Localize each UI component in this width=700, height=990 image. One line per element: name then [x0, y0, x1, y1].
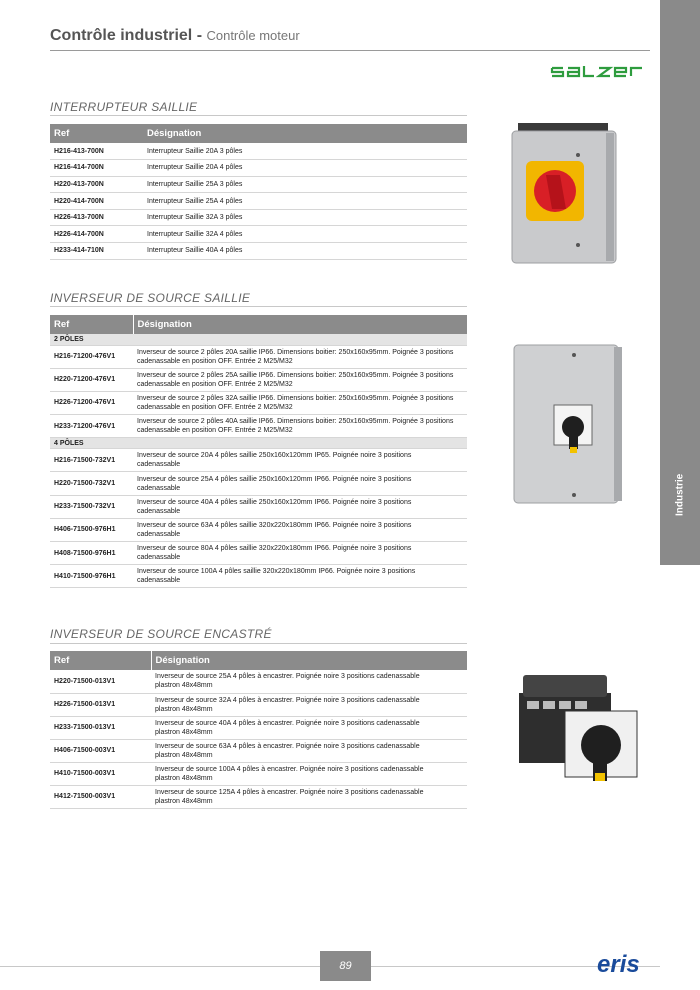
designation-line: Inverseur de source 20A 4 pôles saillie 250x160x120mm IP65. Poignée noire 3 positions — [137, 452, 412, 460]
designation-cell — [133, 415, 467, 438]
table-row — [50, 518, 467, 541]
designation-cell — [133, 449, 467, 472]
designation-line: Inverseur de source 100A 4 pôles à encastrer. Poignée noire 3 positions cadenassable — [155, 765, 424, 773]
designation-line: Inverseur de source 2 pôles 20A saillie IP66. Dimensions boitier: 250x160x95mm. Poignée 3 positions — [137, 348, 454, 356]
table-row — [50, 565, 467, 588]
ref-cell: H220-71500-013V1 — [50, 670, 151, 693]
designation-cell: Interrupteur Saillie 25A 3 pôles — [143, 176, 467, 193]
designation-line: Inverseur de source 2 pôles 40A saillie IP66. Dimensions boitier: 250x160x95mm. Poignée 3 positions — [137, 418, 454, 426]
ref-cell: H220-414-700N — [50, 193, 143, 210]
designation-line: Inverseur de source 125A 4 pôles à encastrer. Poignée noire 3 positions cadenassable — [155, 788, 424, 796]
ref-cell: H410-71500-003V1 — [50, 762, 151, 785]
designation-line: Inverseur de source 2 pôles 32A saillie IP66. Dimensions boitier: 250x160x95mm. Poignée 3 positions — [137, 394, 454, 402]
group-label: 2 PÔLES — [50, 334, 467, 345]
designation-line: cadenassable en position OFF. Entrée 2 M25/M32 — [137, 357, 293, 365]
table-row — [50, 449, 467, 472]
designation-line: cadenassable en position OFF. Entrée 2 M25/M32 — [137, 403, 293, 411]
panel-mount-switch-image — [515, 665, 647, 790]
surface-switch-image — [508, 123, 620, 265]
col-designation: Désignation — [151, 651, 467, 670]
title-separator: - — [196, 27, 203, 44]
page-number: 89 — [320, 951, 371, 981]
designation-line: Inverseur de source 63A 4 pôles à encastrer. Poignée noire 3 positions cadenassable — [155, 742, 420, 750]
table-row — [50, 226, 467, 243]
source-changeover-box-image — [510, 343, 625, 505]
table-row — [50, 542, 467, 565]
ref-cell: H412-71500-003V1 — [50, 785, 151, 808]
ref-cell: H216-71500-732V1 — [50, 449, 133, 472]
designation-line: cadenassable en position OFF. Entrée 2 M25/M32 — [137, 427, 293, 435]
table-row — [50, 368, 467, 391]
designation-line: Inverseur de source 100A 4 pôles saillie 320x220x180mm IP66. Poignée noire 3 positions — [137, 568, 416, 576]
group-row — [50, 438, 467, 449]
section-title-interrupteur: INTERRUPTEUR SAILLIE — [50, 100, 198, 114]
designation-cell — [151, 693, 467, 716]
ref-cell: H233-414-710N — [50, 243, 143, 260]
designation-cell: Interrupteur Saillie 20A 3 pôles — [143, 143, 467, 160]
designation-line: cadenassable — [137, 554, 181, 562]
ref-cell: H226-413-700N — [50, 209, 143, 226]
ref-cell: H220-413-700N — [50, 176, 143, 193]
section-rule — [50, 306, 467, 307]
ref-cell: H226-71200-476V1 — [50, 391, 133, 414]
table-row — [50, 243, 467, 260]
designation-cell: Interrupteur Saillie 32A 3 pôles — [143, 209, 467, 226]
designation-cell — [133, 518, 467, 541]
table-row — [50, 415, 467, 438]
designation-line: plastron 48x48mm — [155, 751, 213, 759]
designation-cell: Interrupteur Saillie 20A 4 pôles — [143, 160, 467, 177]
table-row — [50, 143, 467, 160]
table-row — [50, 762, 467, 785]
ref-cell: H220-71200-476V1 — [50, 368, 133, 391]
table-row — [50, 495, 467, 518]
section-rule — [50, 643, 467, 644]
ref-cell: H220-71500-732V1 — [50, 472, 133, 495]
col-ref: Ref — [50, 124, 143, 143]
ref-cell: H233-71200-476V1 — [50, 415, 133, 438]
section-title-inverseur-encastre: INVERSEUR DE SOURCE ENCASTRÉ — [50, 627, 272, 641]
ref-cell: H406-71500-003V1 — [50, 739, 151, 762]
designation-cell — [151, 762, 467, 785]
table-row — [50, 785, 467, 808]
designation-cell — [133, 345, 467, 368]
table-row — [50, 345, 467, 368]
table-row — [50, 209, 467, 226]
designation-cell — [133, 472, 467, 495]
table-row — [50, 693, 467, 716]
table-row — [50, 391, 467, 414]
ref-cell: H410-71500-976H1 — [50, 565, 133, 588]
ref-cell: H233-71500-013V1 — [50, 716, 151, 739]
designation-line: Inverseur de source 80A 4 pôles saillie 320x220x180mm IP66. Poignée noire 3 positions — [137, 545, 412, 553]
designation-line: plastron 48x48mm — [155, 682, 213, 690]
designation-line: plastron 48x48mm — [155, 705, 213, 713]
designation-cell — [133, 565, 467, 588]
designation-line: Inverseur de source 25A 4 pôles à encastrer. Poignée noire 3 positions cadenassable — [155, 673, 420, 681]
designation-cell: Interrupteur Saillie 25A 4 pôles — [143, 193, 467, 210]
col-designation: Désignation — [133, 315, 467, 334]
page-title: Contrôle industriel — [50, 27, 193, 44]
designation-line: plastron 48x48mm — [155, 728, 213, 736]
col-ref: Ref — [50, 651, 151, 670]
table-inverseur-saillie — [50, 315, 467, 588]
table-row — [50, 176, 467, 193]
designation-cell — [151, 716, 467, 739]
table-row — [50, 670, 467, 693]
ref-cell: H226-414-700N — [50, 226, 143, 243]
designation-line: Inverseur de source 40A 4 pôles à encastrer. Poignée noire 3 positions cadenassable — [155, 719, 420, 727]
side-tab — [660, 0, 700, 565]
section-rule — [50, 115, 467, 116]
ref-cell: H216-71200-476V1 — [50, 345, 133, 368]
eris-logo — [595, 950, 647, 976]
table-row — [50, 193, 467, 210]
designation-cell — [133, 391, 467, 414]
table-row — [50, 160, 467, 177]
designation-cell — [151, 785, 467, 808]
designation-cell — [133, 495, 467, 518]
table-inverseur-encastre — [50, 651, 467, 809]
designation-line: cadenassable — [137, 461, 181, 469]
designation-line: Inverseur de source 32A 4 pôles à encastrer. Poignée noire 3 positions cadenassable — [155, 696, 420, 704]
designation-cell — [151, 670, 467, 693]
designation-cell: Interrupteur Saillie 32A 4 pôles — [143, 226, 467, 243]
page-subtitle: Contrôle moteur — [206, 28, 300, 43]
svg-text:salzer: salzer — [550, 79, 553, 80]
designation-line: Inverseur de source 25A 4 pôles saillie 250x160x120mm IP66. Poignée noire 3 positions — [137, 475, 412, 483]
table-row — [50, 739, 467, 762]
ref-cell: H406-71500-976H1 — [50, 518, 133, 541]
designation-line: cadenassable — [137, 507, 181, 515]
designation-line: Inverseur de source 2 pôles 25A saillie IP66. Dimensions boitier: 250x160x95mm. Poignée 3 positions — [137, 371, 454, 379]
designation-line: plastron 48x48mm — [155, 774, 213, 782]
designation-line: cadenassable en position OFF. Entrée 2 M25/M32 — [137, 380, 293, 388]
group-label: 4 PÔLES — [50, 438, 467, 449]
designation-line: Inverseur de source 63A 4 pôles saillie 320x220x180mm IP66. Poignée noire 3 positions — [137, 521, 412, 529]
ref-cell: H408-71500-976H1 — [50, 542, 133, 565]
page-header — [50, 27, 650, 51]
designation-line: plastron 48x48mm — [155, 797, 213, 805]
side-tab-label: Industrie — [674, 473, 686, 517]
designation-cell: Interrupteur Saillie 40A 4 pôles — [143, 243, 467, 260]
designation-cell — [133, 542, 467, 565]
designation-line: cadenassable — [137, 577, 181, 585]
ref-cell: H216-414-700N — [50, 160, 143, 177]
col-ref: Ref — [50, 315, 133, 334]
designation-line: Inverseur de source 40A 4 pôles saillie 250x160x120mm IP66. Poignée noire 3 positions — [137, 498, 412, 506]
table-row — [50, 716, 467, 739]
salzer-logo — [550, 65, 650, 79]
ref-cell: H226-71500-013V1 — [50, 693, 151, 716]
designation-cell — [151, 739, 467, 762]
ref-cell: H233-71500-732V1 — [50, 495, 133, 518]
table-interrupteur — [50, 124, 467, 260]
designation-cell — [133, 368, 467, 391]
table-row — [50, 472, 467, 495]
group-row — [50, 334, 467, 345]
col-designation: Désignation — [143, 124, 467, 143]
ref-cell: H216-413-700N — [50, 143, 143, 160]
designation-line: cadenassable — [137, 530, 181, 538]
section-title-inverseur-saillie: INVERSEUR DE SOURCE SAILLIE — [50, 291, 251, 305]
svg-text:eris: eris — [597, 951, 640, 978]
designation-line: cadenassable — [137, 484, 181, 492]
